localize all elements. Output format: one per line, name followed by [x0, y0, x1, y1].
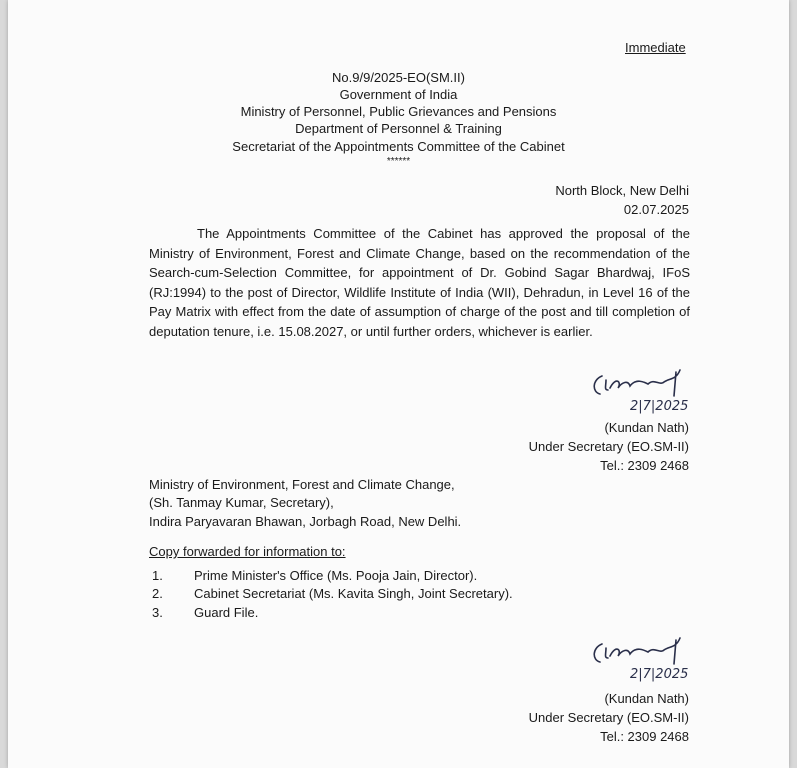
org-line-3: Department of Personnel & Training: [295, 121, 502, 136]
place: North Block, New Delhi: [555, 183, 689, 198]
signature-image: [588, 636, 698, 684]
org-line-2: Ministry of Personnel, Public Grievances and Pensions: [240, 104, 557, 119]
svg-text:2|7|2025: 2|7|2025: [630, 399, 689, 414]
date: 02.07.2025: [623, 202, 689, 217]
addressee-line-1: Ministry of Environment, Forest and Climate Change,: [149, 477, 455, 492]
org-line-1: Government of India: [339, 87, 458, 102]
signature-image: [588, 368, 698, 416]
copy-item-number: 3.: [152, 605, 163, 620]
signatory-tel: Tel.: 2309 2468: [600, 458, 689, 473]
priority-label: Immediate: [625, 40, 686, 55]
copy-item-text: Guard File.: [194, 605, 259, 620]
file-number: No.9/9/2025-EO(SM.II): [332, 70, 465, 85]
header-stars: ******: [386, 156, 411, 167]
svg-text:2|7|2025: 2|7|2025: [630, 667, 689, 682]
signatory-designation: Under Secretary (EO.SM-II): [528, 439, 689, 454]
signatory-name: (Kundan Nath): [604, 691, 689, 706]
order-paragraph: The Appointments Committee of the Cabinet has approved the proposal of the Ministry of Environment, Forest and Climate Change, based on the recommendation of the Search-cum-Selection Committee, for appointment of Dr. Gobind Sagar Bhardwaj, IFoS (RJ:1994) to the post of Director, Wildlife Institute of India (WII), Dehradun, in Level 16 of the Pay Matrix with effect from the date of assumption of charge of the post and till completion of deputation tenure, i.e. 15.08.2027, or until further orders, whichever is earlier.: [149, 226, 690, 339]
signatory-designation: Under Secretary (EO.SM-II): [528, 710, 689, 725]
copy-item-number: 2.: [152, 586, 163, 601]
signatory-tel: Tel.: 2309 2468: [600, 729, 689, 744]
org-line-4: Secretariat of the Appointments Committee of the Cabinet: [232, 139, 565, 154]
copy-item-text: Cabinet Secretariat (Ms. Kavita Singh, Joint Secretary).: [194, 586, 513, 601]
copy-heading: Copy forwarded for information to:: [149, 544, 346, 559]
addressee-line-2: (Sh. Tanmay Kumar, Secretary),: [149, 495, 334, 510]
copy-item-text: Prime Minister's Office (Ms. Pooja Jain, Director).: [194, 568, 478, 583]
addressee-line-3: Indira Paryavaran Bhawan, Jorbagh Road, New Delhi.: [149, 514, 462, 529]
signatory-name: (Kundan Nath): [604, 420, 689, 435]
copy-item-number: 1.: [152, 568, 163, 583]
